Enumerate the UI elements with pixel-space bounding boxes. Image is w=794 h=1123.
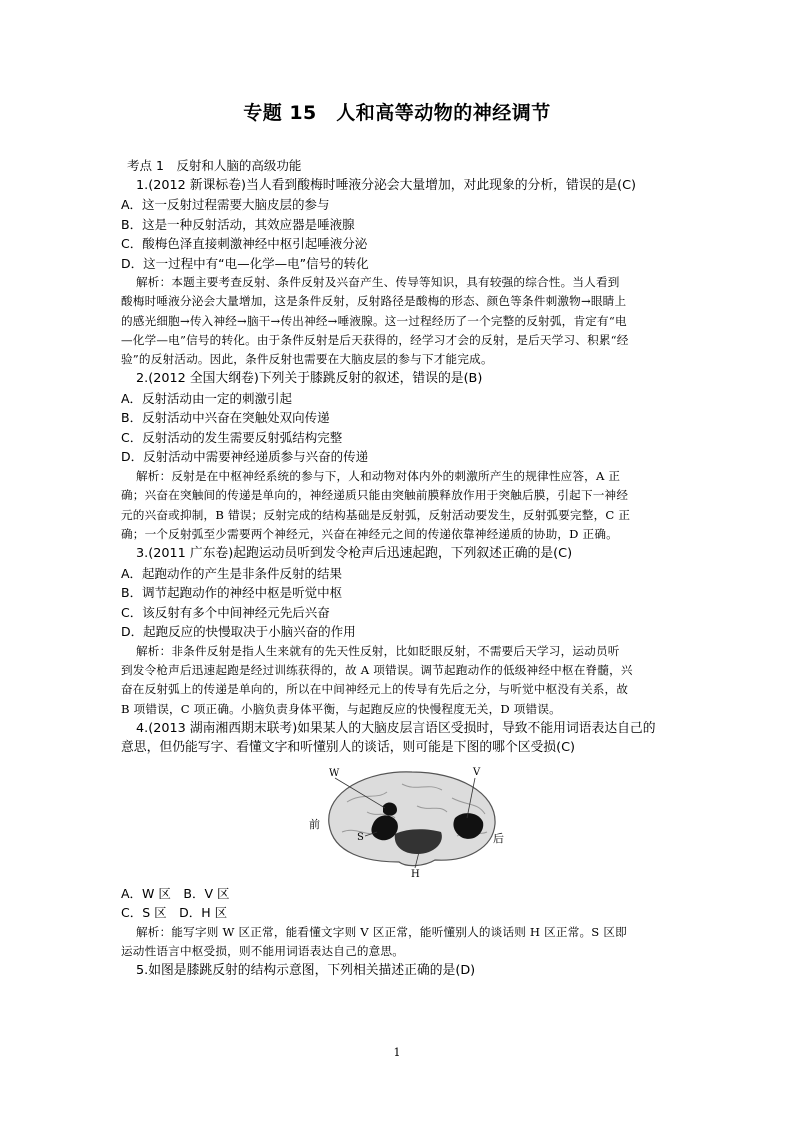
explanation-line: B 项错误，C 项正确。小脑负责身体平衡，与起跑反应的快慢程度无关，D 项错误。 (121, 701, 561, 716)
label-back: 后 (493, 831, 504, 845)
label-w: W (329, 767, 340, 779)
label-h: H (411, 868, 420, 878)
option-d: D．这一过程中有“电—化学—电”信号的转化 (121, 255, 369, 271)
explanation-line: 到发令枪声后迅速起跑是经过训练获得的，故 A 项错误。调节起跑动作的低级神经中枢在脊髓，兴 (121, 662, 633, 677)
brain-language-area-diagram (307, 762, 507, 878)
explanation-line: 酸梅时唾液分泌会大量增加，这是条件反射，反射路径是酸梅的形态、颜色等条件刺激物→眼睛上 (121, 294, 627, 309)
explanation-line: 奋在反射弧上的传递是单向的，所以在中间神经元上的传导有先后之分，与听觉中枢没有关系，故 (121, 682, 629, 697)
question-2 (121, 369, 699, 544)
explanation-line: 解析：能写字则 W 区正常，能看懂文字则 V 区正常，能听懂别人的谈话则 H 区正常。S 区即 (136, 924, 627, 939)
option-d: D．反射活动中需要神经递质参与兴奋的传递 (121, 449, 369, 465)
option-b: B．调节起跑动作的神经中枢是听觉中枢 (121, 585, 343, 601)
question-3 (121, 544, 699, 719)
option-a: A．起跑动作的产生是非条件反射的结果 (121, 565, 343, 581)
label-s: S (357, 831, 364, 843)
options-row-1: A．W 区 B．V 区 (121, 885, 230, 901)
explanation-line: 元的兴奋或抑制，B 错误；反射完成的结构基础是反射弧，反射活动要发生，反射弧要完整，C 正 (121, 507, 631, 522)
explanation-line: 解析：本题主要考查反射、条件反射及兴奋产生、传导等知识，具有较强的综合性。当人看到 (136, 275, 620, 289)
option-c: C．反射活动的发生需要反射弧结构完整 (121, 429, 343, 445)
option-b: B．这是一种反射活动，其效应器是唾液腺 (121, 216, 355, 232)
explanation-line: 验”的反射活动。因此，条件反射也需要在大脑皮层的参与下才能完成。 (121, 352, 493, 367)
explanation-line: 解析：非条件反射是指人生来就有的先天性反射，比如眨眼反射，不需要后天学习，运动员听 (136, 643, 620, 658)
question-stem: 1.(2012 新课标卷)当人看到酸梅时唾液分泌会大量增加，对此现象的分析，错误的是(C) (136, 177, 637, 193)
option-b: B．反射活动中兴奋在突触处双向传递 (121, 410, 330, 426)
question-1 (121, 176, 699, 370)
question-stem: 5.如图是膝跳反射的结构示意图，下列相关描述正确的是(D) (136, 963, 476, 979)
brain-diagram (121, 762, 699, 878)
option-d: D．起跑反应的快慢取决于小脑兴奋的作用 (121, 624, 356, 640)
label-front: 前 (309, 817, 320, 831)
page-title: 专题 15 人和高等动物的神经调节 (243, 102, 551, 124)
explanation-line: 的感光细胞→传入神经→脑干→传出神经→唾液腺。这一过程经历了一个完整的反射弧，肯定有“电 (121, 313, 627, 328)
question-stem-continued: 意思，但仍能写字、看懂文字和听懂别人的谈话，则可能是下图的哪个区受损(C) (121, 740, 576, 756)
option-a: A．反射活动由一定的刺激引起 (121, 390, 293, 406)
question-5 (121, 961, 699, 981)
option-c: C．该反射有多个中间神经元先后兴奋 (121, 604, 330, 620)
explanation-line: 运动性语言中枢受损，则不能用词语表达自己的意思。 (121, 944, 405, 959)
question-4 (121, 719, 699, 962)
topic-heading: 考点 1 反射和人脑的高级功能 (127, 158, 302, 173)
question-stem: 3.(2011 广东卷)起跑运动员听到发令枪声后迅速起跑，下列叙述正确的是(C) (136, 546, 573, 562)
option-c: C．酸梅色泽直接刺激神经中枢引起唾液分泌 (121, 236, 368, 251)
label-v: V (473, 766, 481, 778)
explanation-line: —化学—电”信号的转化。由于条件反射是后天获得的，经学习才会的反射，是后天学习、积累“经 (121, 332, 629, 347)
page-number: 1 (393, 1046, 401, 1059)
explanation-line: 确；兴奋在突触间的传递是单向的，神经递质只能由突触前膜释放作用于突触后膜，引起下一神经 (121, 488, 629, 503)
explanation-line: 确；一个反射弧至少需要两个神经元，兴奋在神经元之间的传递依靠神经递质的协助，D 正确。 (121, 526, 618, 541)
question-stem: 4.(2013 湖南湘西期末联考)如果某人的大脑皮层言语区受损时，导致不能用词语表达自己的 (136, 720, 656, 736)
question-stem: 2.(2012 全国大纲卷)下列关于膝跳反射的叙述，错误的是(B) (136, 371, 483, 387)
option-a: A．这一反射过程需要大脑皮层的参与 (121, 197, 330, 212)
options-row-2: C．S 区 D．H 区 (121, 905, 228, 921)
explanation-line: 解析：反射是在中枢神经系统的参与下，人和动物对体内外的刺激所产生的规律性应答，A 正 (136, 468, 621, 483)
document-body (121, 156, 699, 981)
